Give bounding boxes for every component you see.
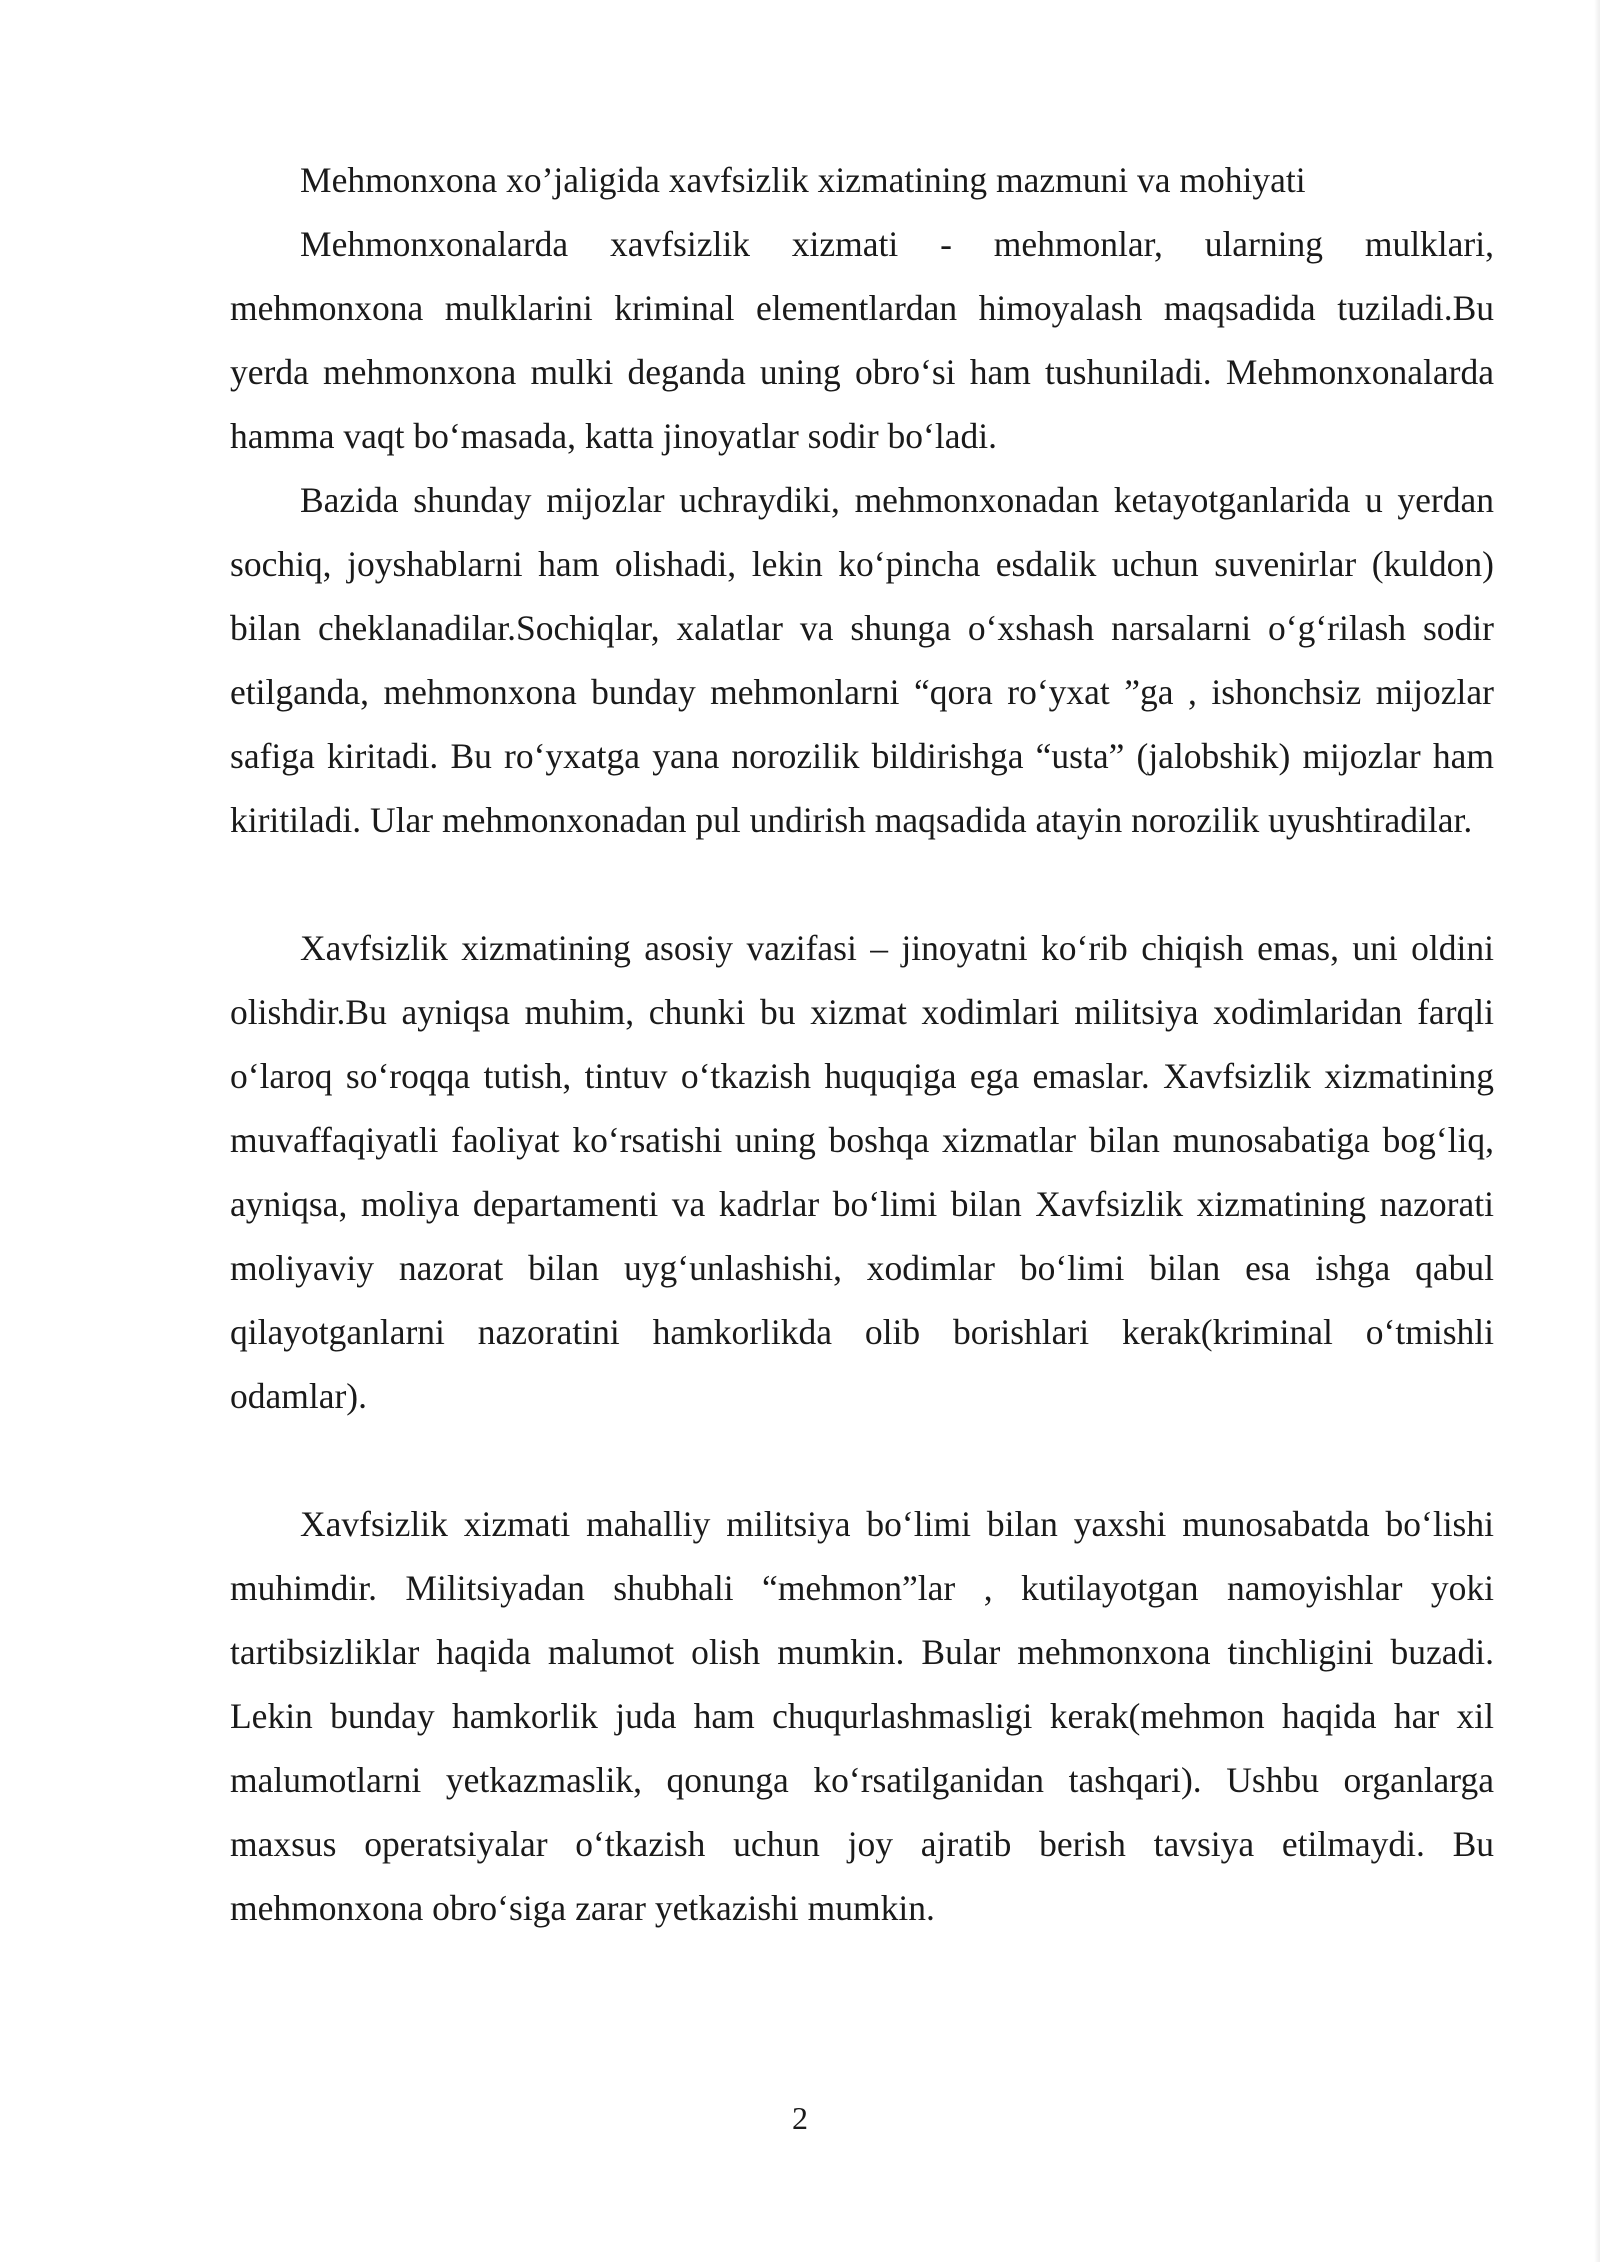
document-body — [230, 148, 1494, 1940]
document-title: Mehmonxona xo’jaligida xavfsizlik xizmatining mazmuni va mohiyati — [300, 160, 1306, 200]
page-number: 2 — [792, 2100, 808, 2136]
page-edge — [1594, 0, 1600, 2262]
paragraph-2: Bazida shunday mijozlar uchraydiki, mehmonxonadan ketayotganlarida u yerdan sochiq, joyshablarni ham olishadi, lekin ko‘pincha esdalik uchun suvenirlar (kuldon) bilan cheklanadilar.Sochiqlar, xalatlar va shunga o‘xshash narsalarni o‘g‘rilash sodir etilganda, mehmonxona bunday mehmonlarni “qora ro‘yxat ”ga , ishonchsiz mijozlar safiga kiritadi. Bu ro‘yxatga yana norozilik bildirishga “usta” (jalobshik) mijozlar ham kiritiladi. Ular mehmonxonadan pul undirish maqsadida atayin norozilik uyushtiradilar. — [230, 480, 1494, 840]
paragraph-1: Mehmonxonalarda xavfsizlik xizmati - mehmonlar, ularning mulklari, mehmonxona mulklarini kriminal elementlardan himoyalash maqsadida tuziladi.Bu yerda mehmonxona mulki deganda uning obro‘si ham tushuniladi. Mehmonxonalarda hamma vaqt bo‘masada, katta jinoyatlar sodir bo‘ladi. — [230, 224, 1494, 456]
paragraph-3: Xavfsizlik xizmatining asosiy vazifasi – jinoyatni ko‘rib chiqish emas, uni oldini olishdir.Bu ayniqsa muhim, chunki bu xizmat xodimlari militsiya xodimlaridan farqli o‘laroq so‘roqqa tutish, tintuv o‘tkazish huquqiga ega emaslar. Xavfsizlik xizmatining muvaffaqiyatli faoliyat ko‘rsatishi uning boshqa xizmatlar bilan munosabatiga bog‘liq, ayniqsa, moliya departamenti va kadrlar bo‘limi bilan Xavfsizlik xizmatining nazorati moliyaviy nazorat bilan uyg‘unlashishi, xodimlar bo‘limi bilan esa ishga qabul qilayotganlarni nazoratini hamkorlikda olib borishlari kerak(kriminal o‘tmishli odamlar). — [230, 928, 1494, 1416]
paragraph-4: Xavfsizlik xizmati mahalliy militsiya bo‘limi bilan yaxshi munosabatda bo‘lishi muhimdir. Militsiyadan shubhali “mehmon”lar , kutilayotgan namoyishlar yoki tartibsizliklar haqida malumot olish mumkin. Bular mehmonxona tinchligini buzadi. Lekin bunday hamkorlik juda ham chuqurlashmasligi kerak(mehmon haqida har xil malumotlarni yetkazmaslik, qonunga ko‘rsatilganidan tashqari). Ushbu organlarga maxsus operatsiyalar o‘tkazish uchun joy ajratib berish tavsiya etilmaydi. Bu mehmonxona obro‘siga zarar yetkazishi mumkin. — [230, 1504, 1494, 1928]
